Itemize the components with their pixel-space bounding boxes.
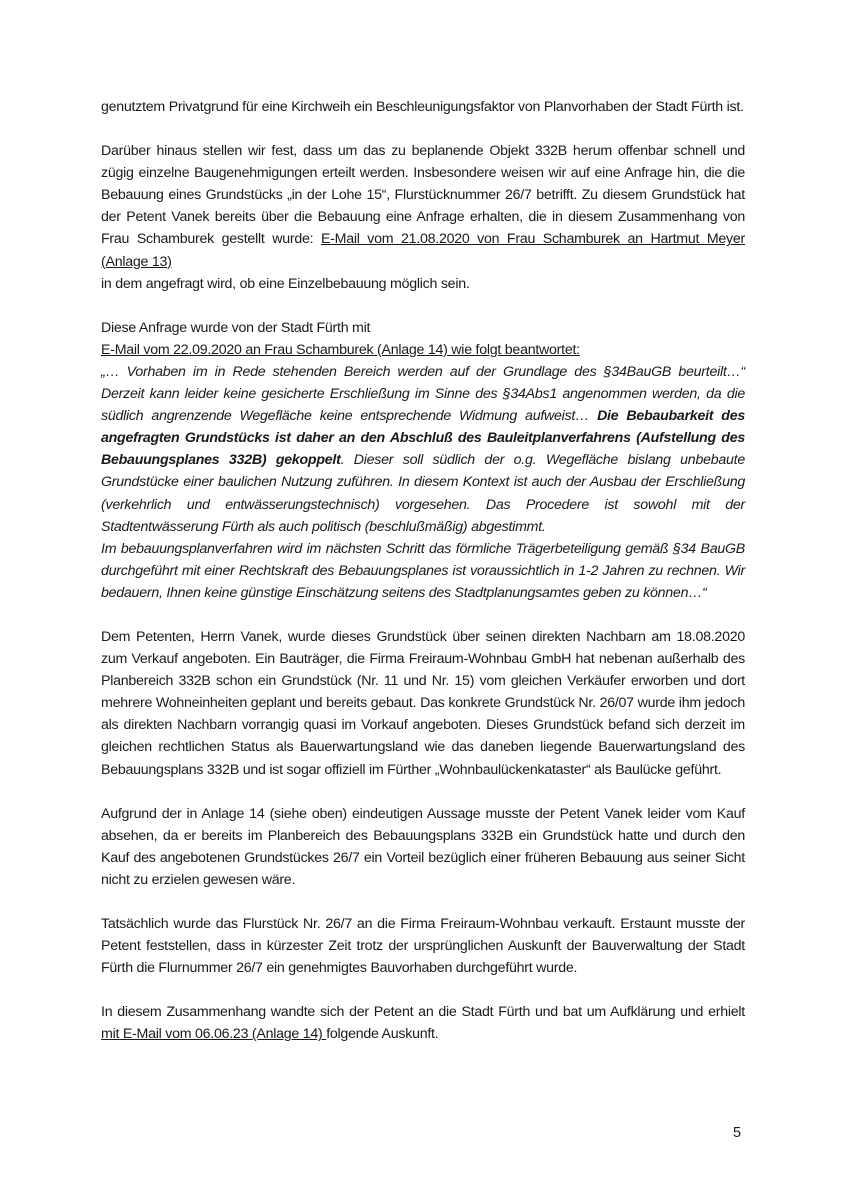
email-reference-anlage-14: E-Mail vom 22.09.2020 an Frau Schamburek (Anlage 14) wie folgt beantwortet:: [101, 341, 580, 358]
email-reference-06-06-23: mit E-Mail vom 06.06.23 (Anlage 14): [101, 1026, 327, 1043]
paragraph-sold: Tatsächlich wurde das Flurstück Nr. 26/7 an die Firma Freiraum-Wohnbau verkauft. Erstaunt musste der Petent feststellen, dass in kürzester Zeit trotz der ursprünglichen Auskunft der Bauverwaltung der Stadt Fürth die Flurnummer 26/7 ein genehmigtes Bauvorhaben durchgeführt wurde.: [101, 916, 745, 977]
paragraph-building-permits: [101, 140, 745, 295]
quoted-answer-block: [101, 317, 745, 604]
paragraph-tail: in dem angefragt wird, ob eine Einzelbebauung möglich sein.: [101, 275, 470, 292]
answer-intro: Diese Anfrage wurde von der Stadt Fürth mit: [101, 319, 371, 336]
paragraph-inquiry: [101, 1001, 745, 1045]
quoted-email-text: [101, 361, 745, 538]
paragraph-purchase-declined: Aufgrund der in Anlage 14 (siehe oben) eindeutigen Aussage musste der Petent Vanek leider vom Kauf absehen, da er bereits im Planbereich des Bebauungsplans 332B ein Grundstück hatte und durch den Kauf des angebotenen Grundstückes 26/7 ein Vorteil bezüglich einer früheren Bebauung aus seiner Sicht nicht zu erzielen gewesen wäre.: [101, 805, 745, 888]
paragraph-tail: folgende Auskunft.: [326, 1026, 439, 1043]
paragraph-text: In diesem Zusammenhang wandte sich der Petent an die Stadt Fürth und bat um Aufklärung und erhielt: [101, 1004, 745, 1021]
page-body: [101, 96, 745, 1067]
paragraph-sale-offer: Dem Petenten, Herrn Vanek, wurde dieses Grundstück über seinen direkten Nachbarn am 18.08.2020 zum Verkauf angeboten. Ein Bauträger, die Firma Freiraum-Wohnbau GmbH hat nebenan außerhalb des Planbereich 332B schon ein Grundstück (Nr. 11 und Nr. 15) vom gleichen Verkäufer erworben und dort mehrere Wohneinheiten geplant und bereits gebaut. Das konkrete Grundstück Nr. 26/07 wurde ihm jedoch als direkten Nachbarn vorrangig quasi im Vorkauf angeboten. Dieses Grundstück befand sich derzeit im gleichen rechtlichen Status als Bauerwartungsland wie das daneben liegende Bauerwartungsland des Bebauungsplans 332B und ist sogar offiziell im Fürther „Wohnbaulückenkataster“ als Baulücke geführt.: [101, 628, 745, 778]
page-number: 5: [733, 1125, 742, 1141]
quoted-email-text-2: Im bebauungsplanverfahren wird im nächsten Schritt das förmliche Trägerbeteiligung gemäß §34 BauGB durchgeführt mit einer Rechtskraft des Bebauungsplanes ist voraussichtlich in 1-2 Jahren zu rechnen. Wir bedauern, Ihnen keine günstige Einschätzung seitens des Stadtplanungsamtes geben zu können…“: [101, 540, 745, 601]
paragraph-intro: genutztem Privatgrund für eine Kirchweih ein Beschleunigungsfaktor von Planvorhaben der Stadt Fürth ist.: [101, 99, 744, 115]
quote-text-continued: . Dieser soll südlich der o.g. Wegefläche bislang unbebaute Grundstücke einer baulichen Nutzung zuführen. In diesem Kontext ist auch der Ausbau der Erschließung (verkehrlich und entwässerungstechnisch) vorgesehen. Das Procedere ist sowohl mit der Stadtentwässerung Fürth als auch politisch (beschlußmäßig) abgestimmt.: [101, 452, 745, 535]
opening-quote-mark: „: [101, 363, 106, 380]
email-reference-anlage-13: E-Mail vom 21.08.2020 von Frau Schamburek an Hartmut Meyer (Anlage 13): [101, 231, 745, 270]
quote-bold-statement: Die Bebaubarkeit des angefragten Grundstücks ist daher an den Abschluß des Bauleitplanverfahrens (Aufstellung des Bebauungsplanes 332B) gekoppelt: [101, 408, 745, 469]
paragraph-text: Darüber hinaus stellen wir fest, dass um das zu beplanende Objekt 332B herum offenbar schnell und zügig einzelne Baugenehmigungen erteilt werden. Insbesondere weisen wir auf eine Anfrage hin, die die Bebauung eines Grundstücks „in der Lohe 15“, Flurstücknummer 26/7 betrifft. Zu diesem Grundstück hat der Petent Vanek bereits über die Bebauung eine Anfrage erhalten, die in diesem Zusammenhang von Frau Schamburek gestellt wurde:: [101, 143, 745, 248]
quote-text: … Vorhaben im in Rede stehenden Bereich werden auf der Grundlage des §34BauGB beurteilt…“ Derzeit kann leider keine gesicherte Erschließung im Sinne des §34Abs1 angenommen werden, da die südlich angrenzende Wegefläche keine entsprechende Widmung aufweist…: [101, 363, 745, 425]
